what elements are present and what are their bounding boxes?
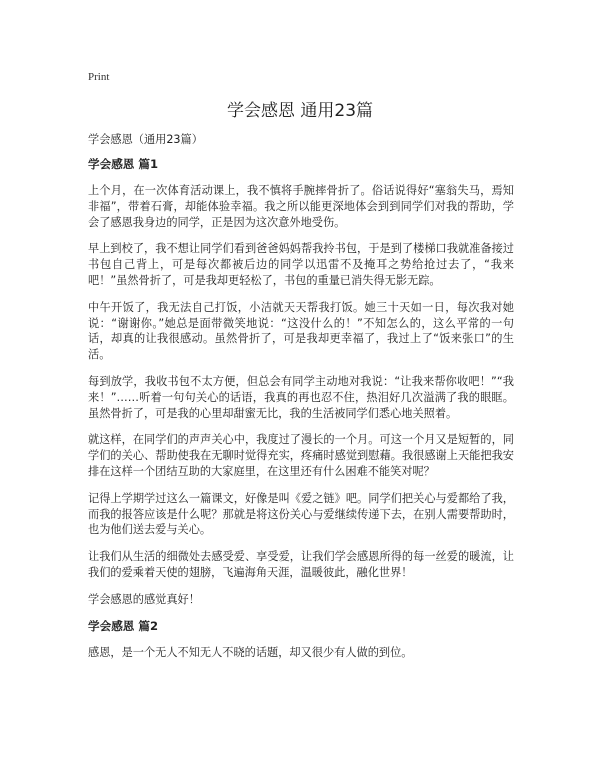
section-heading-2: 学会感恩 篇2 [88,618,159,633]
section-heading-1: 学会感恩 篇1 [88,157,159,171]
paragraph: 中午开饭了，我无法自己打饭，小洁就天天帮我打饭。她三十天如一日，每次我对她说：“谢谢你。”她总是面带微笑地说：“这没什么的！”不知怎么的，这么平常的一句话，却真的让我很感动。虽然骨折了，可是我却更幸福了，我过上了“饭来张口”的生活。 [88,300,514,362]
paragraph: 感恩，是一个无人不知无人不晓的话题，却又很少有人做的到位。 [88,645,413,659]
paragraph: 学会感恩的感觉真好！ [88,592,200,606]
page-title: 学会感恩 通用23篇 [226,101,374,121]
document-body [88,132,514,671]
paragraph: 上个月，在一次体育活动课上，我不慎将手腕摔骨折了。俗话说得好“塞翁失马，焉知非福”，带着石膏，却能体验幸福。我之所以能更深地体会到到同学们对我的帮助，学会了感恩我身边的同学，正是因为这次意外地受伤。 [88,184,514,229]
print-link[interactable]: Print [88,71,110,83]
document-subtitle: 学会感恩（通用23篇） [88,133,203,146]
paragraph: 就这样，在同学们的声声关心中，我度过了漫长的一个月。可这一个月又是短暂的，同学们的关心、帮助使我在无聊时觉得充实，疼痛时感觉到慰藉。我很感谢上天能把我安排在这样一个团结互助的大家庭里，在这里还有什么困难不能笑对呢？ [88,433,514,478]
paragraph: 让我们从生活的细微处去感受爱、享受爱，让我们学会感恩所得的每一丝爱的暖流，让我们的爱乘着天使的翅膀，飞遍海角天涯，温暖彼此，融化世界！ [88,550,514,579]
paragraph: 早上到校了，我不想让同学们看到爸爸妈妈帮我拎书包，于是到了楼梯口我就准备接过书包自己背上，可是每次都被后边的同学以迅雷不及掩耳之势给抢过去了，“我来吧！”虽然骨折了，可是我却更轻松了，书包的重量已消失得无影无踪。 [88,242,514,287]
paragraph: 每到放学，我收书包不太方便，但总会有同学主动地对我说：“让我来帮你收吧！”“我来！”……听着一句句关心的话语，我真的再也忍不住，热泪好几次溢满了我的眼眶。虽然骨折了，可是我的心里却甜蜜无比，我的生活被同学们悉心地关照着。 [88,374,514,420]
paragraph: 记得上学期学过这么一篇课文，好像是叫《爱之链》吧。同学们把关心与爱都给了我，而我的报答应该是什么呢？那就是将这份关心与爱继续传递下去，在别人需要帮助时，也为他们送去爱与关心。 [88,491,514,537]
